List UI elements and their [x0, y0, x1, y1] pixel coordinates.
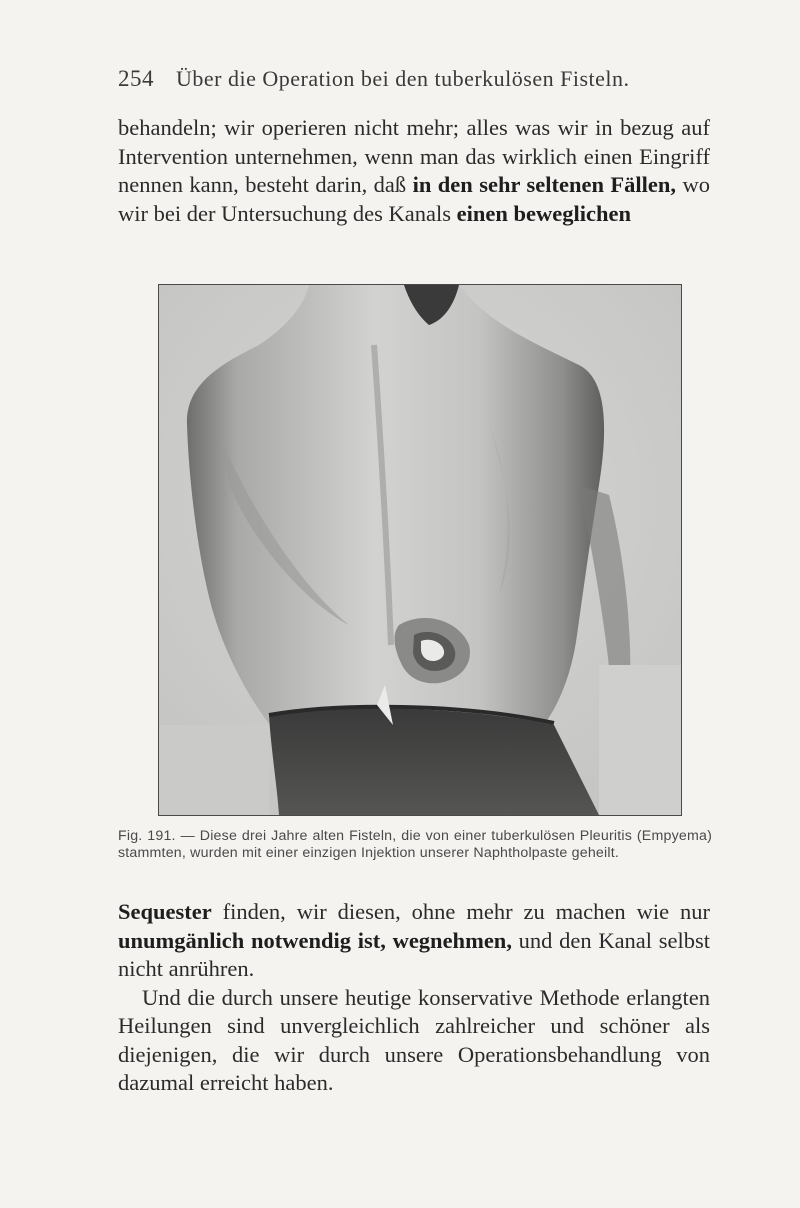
paragraph-1 — [118, 114, 710, 228]
paragraph-1-bold-a: in den sehr seltenen Fällen, — [412, 172, 677, 197]
paragraph-2-text-b: und den Kanal selbst nicht anrühren. — [118, 927, 711, 981]
page-number: 254 — [118, 66, 154, 91]
paragraph-2 — [118, 898, 710, 1098]
back-photo-illustration — [159, 285, 681, 815]
figure-photo — [158, 284, 682, 816]
paragraph-2-bold-b: unumgänlich notwendig ist, wegnehmen, — [118, 927, 512, 953]
paragraph-1-bold-b: einen beweglichen — [456, 200, 632, 226]
paragraph-1-text-b: wo wir bei der Untersuchung des Kanals — [118, 172, 710, 226]
running-header — [118, 66, 718, 92]
running-title: Über die Operation bei den tuberkulösen Fisteln. — [176, 66, 630, 91]
paragraph-3-text: Und die durch unsere heutige konservative Methode erlangten Heilungen sind unvergleichlich zahlreicher und schöner als diejenigen, die wir durch unsere Operationsbehandlung von dazumal erreicht haben. — [118, 984, 710, 1095]
paragraph-2-bold-a: Sequester — [118, 899, 212, 924]
paragraph-1-text-a: behandeln; wir operieren nicht mehr; alles was wir in bezug auf Intervention unternehmen, wenn man das wirklich einen Eingriff nennen kann, besteht darin, daß — [118, 115, 710, 197]
figure-caption: Fig. 191. — Diese drei Jahre alten Fisteln, die von einer tuberkulösen Pleuritis (Empyema) stammten, wurden mit einer einzigen Injektion unserer Naphtholpaste geheilt. — [118, 828, 712, 861]
paragraph-2-text-a: finden, wir diesen, ohne mehr zu machen wie nur — [211, 899, 710, 924]
